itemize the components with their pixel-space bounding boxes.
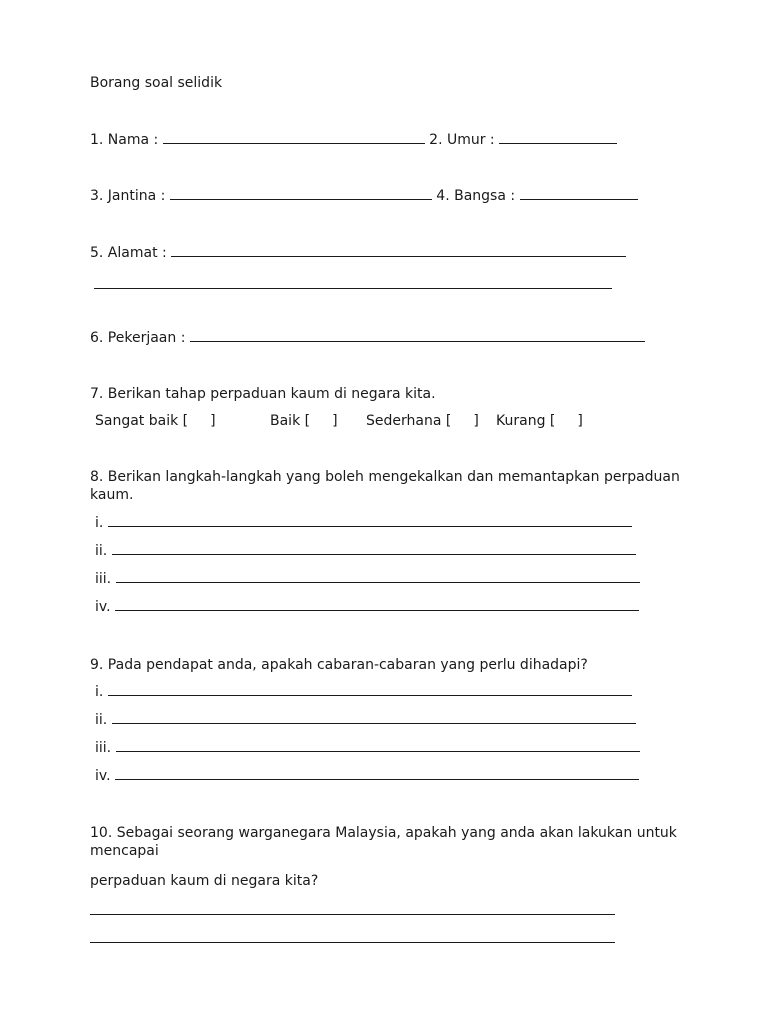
answer-field[interactable]: [112, 542, 636, 555]
alamat-label: 5. Alamat :: [90, 245, 167, 261]
option-sederhana[interactable]: [366, 412, 479, 430]
q9-answer-1: [95, 683, 632, 701]
question-10-continued: perpaduan kaum di negara kita?: [90, 873, 319, 889]
nama-label: 1. Nama :: [90, 132, 159, 148]
row-pekerjaan: [90, 329, 645, 347]
umur-field[interactable]: [499, 131, 617, 144]
nama-field[interactable]: [163, 131, 425, 144]
alamat-field-2[interactable]: [94, 288, 612, 289]
option-label: Sederhana [: [366, 413, 452, 429]
q8-answer-3: [95, 570, 640, 588]
answer-field[interactable]: [108, 683, 632, 696]
question-9: 9. Pada pendapat anda, apakah cabaran-cabaran yang perlu dihadapi?: [90, 657, 588, 673]
q10-answer-field-1[interactable]: [90, 914, 615, 915]
answer-field[interactable]: [108, 514, 632, 527]
item-number: i.: [95, 684, 104, 700]
option-sangat-baik[interactable]: [95, 412, 216, 430]
option-label: Kurang [: [496, 413, 556, 429]
bangsa-field[interactable]: [520, 187, 638, 200]
option-label: Baik [: [270, 413, 311, 429]
item-number: iv.: [95, 768, 111, 784]
q9-answer-2: [95, 711, 636, 729]
q8-answer-4: [95, 598, 639, 616]
page-title: Borang soal selidik: [90, 75, 223, 91]
row-jantina-bangsa: [90, 187, 638, 205]
answer-field[interactable]: [112, 711, 636, 724]
pekerjaan-label: 6. Pekerjaan :: [90, 330, 186, 346]
answer-field[interactable]: [116, 739, 640, 752]
q10-answer-field-2[interactable]: [90, 942, 615, 943]
option-close-bracket: ]: [577, 413, 583, 429]
question-10: 10. Sebagai seorang warganegara Malaysia, apakah yang anda akan lakukan untuk mencapai: [90, 825, 677, 859]
option-label: Sangat baik [: [95, 413, 189, 429]
answer-field[interactable]: [115, 598, 639, 611]
option-close-bracket: ]: [210, 413, 216, 429]
q8-answer-2: [95, 542, 636, 560]
option-close-bracket: ]: [473, 413, 479, 429]
item-number: i.: [95, 515, 104, 531]
bangsa-label: 4. Bangsa :: [436, 188, 516, 204]
item-number: ii.: [95, 712, 108, 728]
item-number: iii.: [95, 740, 112, 756]
alamat-field-1[interactable]: [171, 244, 626, 257]
answer-field[interactable]: [115, 767, 639, 780]
answer-field[interactable]: [116, 570, 640, 583]
q9-answer-3: [95, 739, 640, 757]
row-nama-umur: [90, 131, 617, 149]
jantina-field[interactable]: [170, 187, 432, 200]
row-alamat: [90, 244, 626, 262]
q9-answer-4: [95, 767, 639, 785]
item-number: iv.: [95, 599, 111, 615]
umur-label: 2. Umur :: [429, 132, 495, 148]
item-number: iii.: [95, 571, 112, 587]
option-close-bracket: ]: [332, 413, 338, 429]
question-7: 7. Berikan tahap perpaduan kaum di negara kita.: [90, 386, 436, 402]
item-number: ii.: [95, 543, 108, 559]
jantina-label: 3. Jantina :: [90, 188, 166, 204]
option-kurang[interactable]: [496, 412, 583, 430]
q8-answer-1: [95, 514, 632, 532]
pekerjaan-field[interactable]: [190, 329, 645, 342]
option-baik[interactable]: [270, 412, 338, 430]
question-8: 8. Berikan langkah-langkah yang boleh mengekalkan dan memantapkan perpaduan kaum.: [90, 469, 680, 503]
